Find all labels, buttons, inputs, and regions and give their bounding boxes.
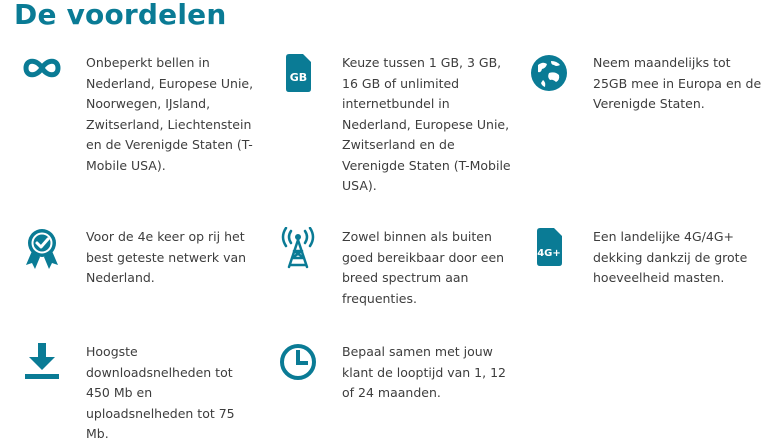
page-title: De voordelen: [14, 0, 227, 31]
download-icon: [20, 342, 64, 386]
infinity-icon: [20, 53, 64, 97]
sim-gb-label: GB: [289, 71, 308, 84]
feature-text: Bepaal samen met jouw klant de looptijd van 1, 12 of 24 maanden.: [342, 344, 506, 400]
feature-text: Voor de 4e keer op rij het best geteste netwerk van Nederland.: [86, 229, 247, 285]
award-ribbon-icon: [20, 227, 64, 271]
sim-4g-icon: [527, 227, 571, 271]
clock-icon: [276, 342, 320, 386]
feature-text: Hoogste downloadsnelheden tot 450 Mb en uploadsnelheden tot 75 Mb.: [86, 344, 235, 441]
globe-icon: [527, 53, 571, 97]
sim-gb-icon: [276, 53, 320, 97]
antenna-tower-icon: [276, 227, 320, 271]
sim-4g-label: 4G+: [537, 248, 561, 259]
feature-text: Keuze tussen 1 GB, 3 GB, 16 GB of unlimited internetbundel in Nederland, Europese Unie, Zwitserland en de Verenigde Staten (T-Mobile USA).: [342, 55, 511, 193]
feature-text: Een landelijke 4G/4G+ dekking dankzij de grote hoeveelheid masten.: [593, 229, 748, 285]
feature-text: Onbeperkt bellen in Nederland, Europese Unie, Noorwegen, IJsland, Zwitserland, Liechtenstein en de Verenigde Staten (T-Mobile USA).: [86, 55, 254, 173]
feature-text: Zowel binnen als buiten goed bereikbaar door een breed spectrum aan frequenties.: [342, 229, 505, 306]
feature-text: Neem maandelijks tot 25GB mee in Europa en de Verenigde Staten.: [593, 55, 762, 111]
